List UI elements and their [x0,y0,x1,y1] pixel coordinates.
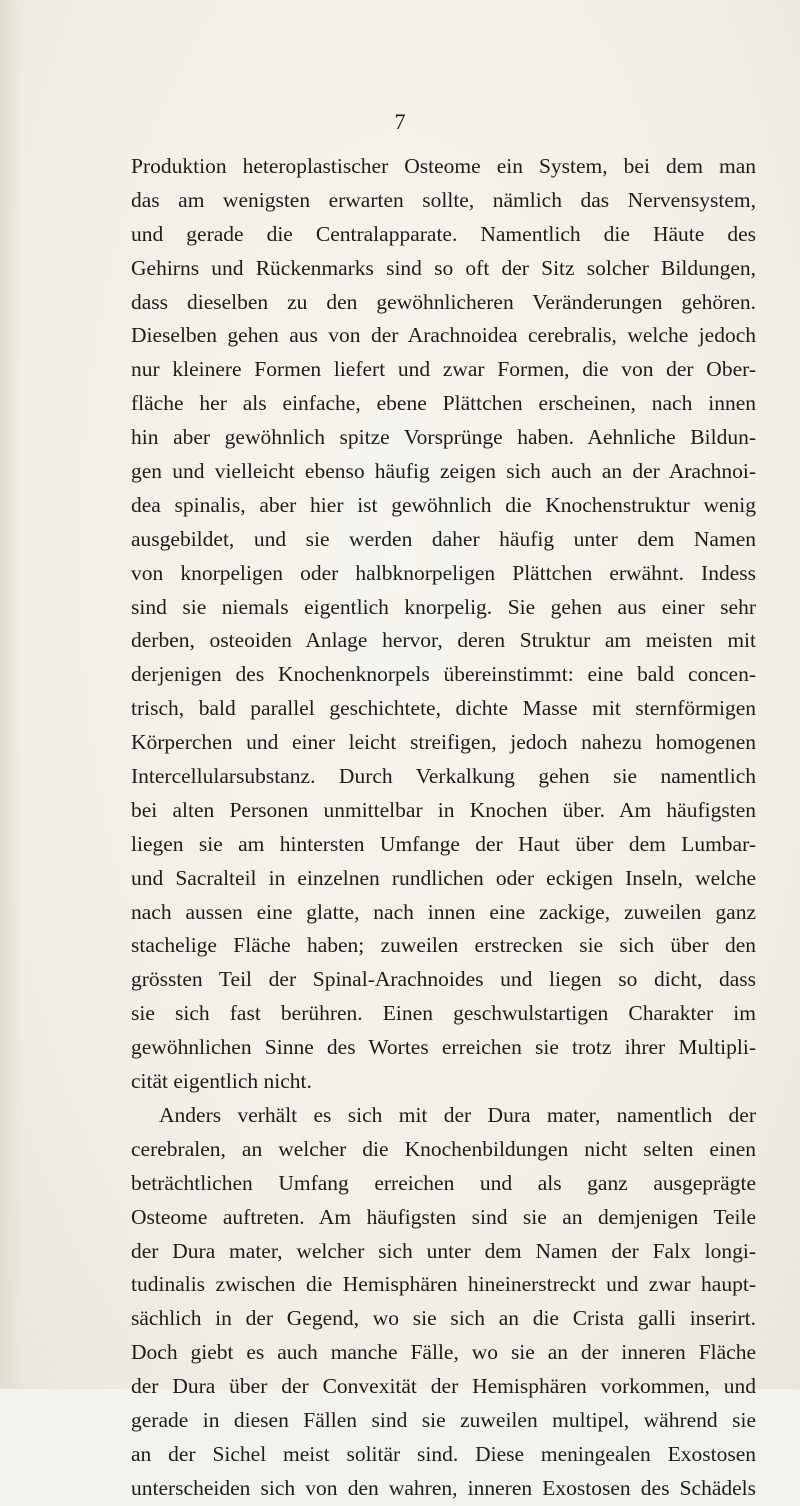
text-line: liegen sie am hintersten Umfange der Haut über dem Lumbar- [131,831,756,856]
text-line: Dieselben gehen aus von der Arachnoidea cerebralis, welche jedoch [131,323,756,348]
text-line: der Dura über der Convexität der Hemisphären vorkommen, und [131,1374,756,1399]
text-line: dass dieselben zu den gewöhnlicheren Veränderungen gehören. [131,289,756,314]
text-line: unterscheiden sich von den wahren, inneren Exostosen des Schädels [131,1475,756,1500]
text-line: derjenigen des Knochenknorpels übereinstimmt: eine bald concen- [131,662,756,687]
text-line: nach aussen eine glatte, nach innen eine zackige, zuweilen ganz [131,899,756,924]
text-line: Doch giebt es auch manche Fälle, wo sie an der inneren Fläche [131,1340,756,1365]
body-text [131,150,756,1506]
text-line: nur kleinere Formen liefert und zwar Formen, die von der Ober- [131,357,756,382]
text-line: fläche her als einfache, ebene Plättchen erscheinen, nach innen [131,391,756,416]
text-line: derben, osteoiden Anlage hervor, deren Struktur am meisten mit [131,628,756,653]
text-line: Intercellularsubstanz. Durch Verkalkung gehen sie namentlich [131,764,756,789]
text-line: bei alten Personen unmittelbar in Knochen über. Am häufigsten [131,797,756,822]
text-line: und gerade die Centralapparate. Namentlich die Häute des [131,221,756,246]
text-line: sind sie niemals eigentlich knorpelig. Sie gehen aus einer sehr [131,594,756,619]
text-line: grössten Teil der Spinal-Arachnoides und liegen so dicht, dass [131,967,756,992]
text-line: beträchtlichen Umfang erreichen und als ganz ausgeprägte [131,1170,756,1195]
page-edge-shadow [0,0,22,1389]
text-line: an der Sichel meist solitär sind. Diese meningealen Exostosen [131,1441,756,1466]
text-line: hin aber gewöhnlich spitze Vorsprünge haben. Aehnliche Bildun- [131,425,756,450]
text-line: dea spinalis, aber hier ist gewöhnlich die Knochenstruktur wenig [131,492,756,517]
text-line: ausgebildet, und sie werden daher häufig unter dem Namen [131,526,756,551]
text-line: Gehirns und Rückenmarks sind so oft der Sitz solcher Bildungen, [131,255,756,280]
text-line: und Sacralteil in einzelnen rundlichen oder eckigen Inseln, welche [131,865,756,890]
text-line: von knorpeligen oder halbknorpeligen Plättchen erwähnt. Indess [131,560,756,585]
text-line: sächlich in der Gegend, wo sie sich an die Crista galli inserirt. [131,1306,756,1331]
text-line: das am wenigsten erwarten sollte, nämlich das Nervensystem, [131,187,756,212]
text-line: Osteome auftreten. Am häufigsten sind sie an demjenigen Teile [131,1204,756,1229]
text-line: tudinalis zwischen die Hemisphären hineinerstreckt und zwar haupt- [131,1272,756,1297]
page-number: 7 [394,109,406,134]
text-line: Körperchen und einer leicht streifigen, jedoch nahezu homogenen [131,730,756,755]
text-line: gerade in diesen Fällen sind sie zuweilen multipel, während sie [131,1407,756,1432]
text-line: trisch, bald parallel geschichtete, dichte Masse mit sternförmigen [131,696,756,721]
text-line: sie sich fast berühren. Einen geschwulstartigen Charakter im [131,1001,756,1026]
text-line: der Dura mater, welcher sich unter dem Namen der Falx longi- [131,1238,756,1263]
text-line: stachelige Fläche haben; zuweilen erstrecken sie sich über den [131,933,756,958]
text-line: gewöhnlichen Sinne des Wortes erreichen sie trotz ihrer Multipli- [131,1035,756,1060]
text-line: cität eigentlich nicht. [131,1069,312,1094]
text-line: cerebralen, an welcher die Knochenbildungen nicht selten einen [131,1136,756,1161]
text-line: gen und vielleicht ebenso häufig zeigen sich auch an der Arachnoi- [131,459,756,484]
text-line: Produktion heteroplastischer Osteome ein System, bei dem man [131,154,756,178]
text-line: Anders verhält es sich mit der Dura mater, namentlich der [159,1102,756,1127]
